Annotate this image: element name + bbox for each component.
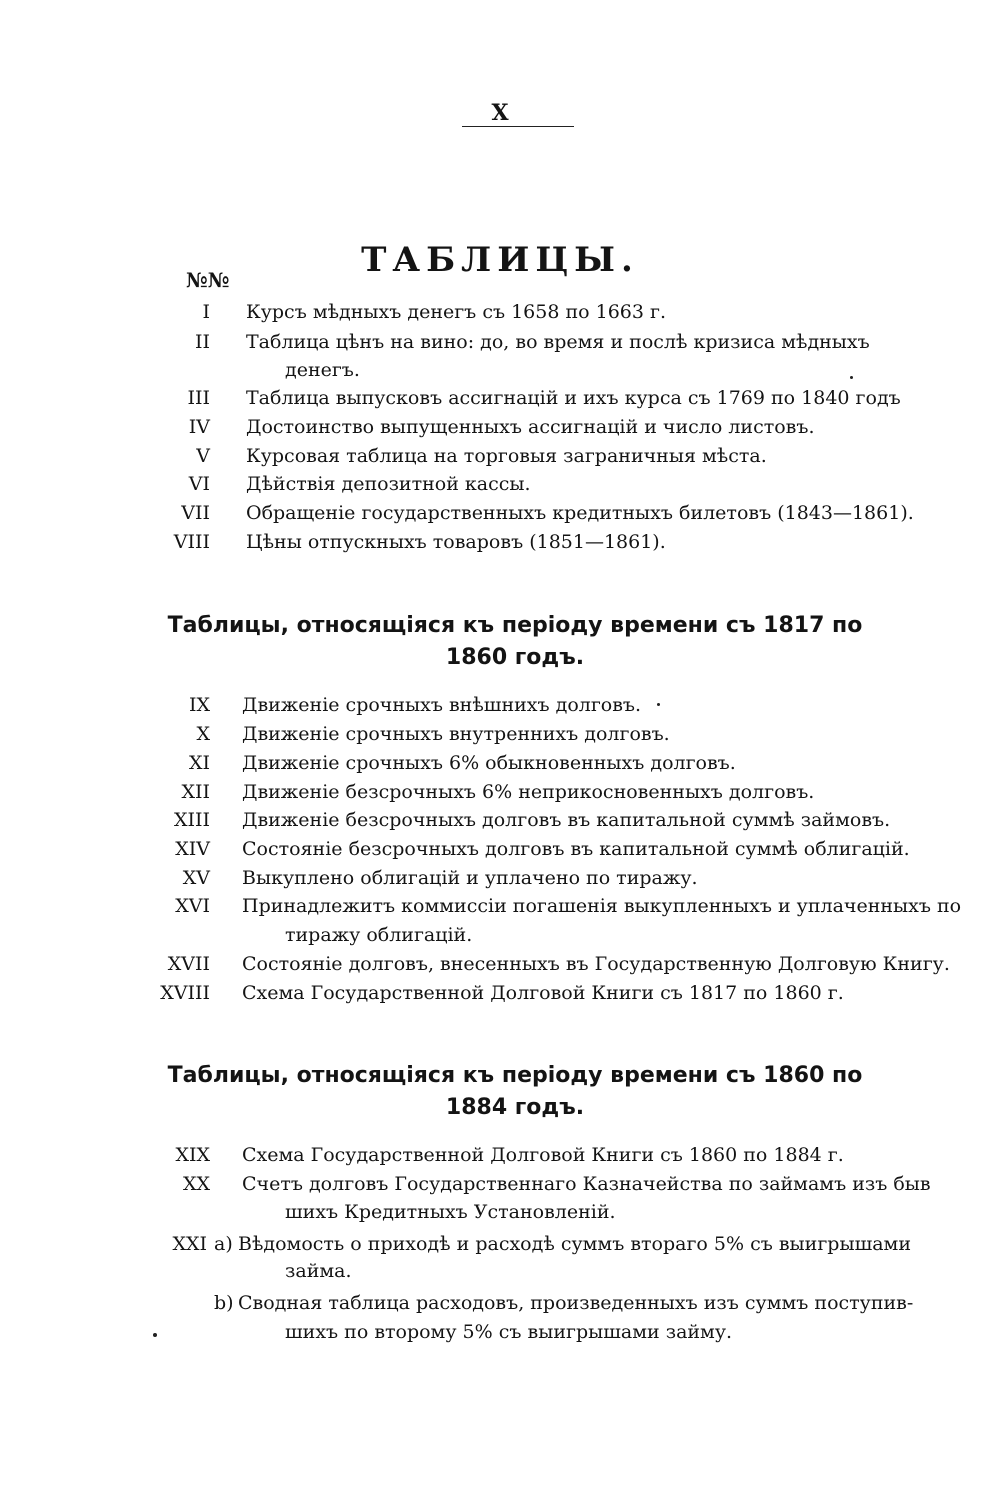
entry-title: Состояніе безсрочныхъ долговъ въ капитальной суммѣ облигацій.	[242, 838, 910, 860]
entry-number: XVIII	[160, 982, 210, 1004]
section-heading-line: Таблицы, относящіяся къ періоду времени съ 1860 по	[167, 1063, 863, 1088]
entry-number: XXI	[172, 1233, 207, 1255]
scan-speck	[850, 376, 853, 379]
entry-number: XI	[188, 752, 210, 774]
entry-number: XX	[182, 1173, 210, 1195]
entry-number: XV	[182, 867, 210, 889]
entry-number: III	[187, 387, 210, 409]
entry-title: Схема Государственной Долговой Книги съ 1817 по 1860 г.	[242, 982, 844, 1004]
section-heading-line: 1860 годъ.	[445, 645, 585, 670]
entry-title-continuation: займа.	[285, 1260, 352, 1282]
entry-title: Принадлежитъ коммиссіи погашенія выкупленныхъ и уплаченныхъ по	[242, 895, 962, 917]
entry-sub-label: a)	[214, 1233, 233, 1255]
entry-number: VIII	[173, 531, 210, 553]
entry-title: Движеніе безсрочныхъ долговъ въ капитальной суммѣ займовъ.	[242, 809, 891, 831]
entry-number: IV	[188, 416, 210, 438]
entry-title: Сводная таблица расходовъ, произведенныхъ изъ суммъ поступив-	[238, 1292, 914, 1314]
scan-speck	[657, 703, 660, 706]
entry-number: XIX	[175, 1144, 210, 1166]
main-title: ТАБЛИЦЫ.	[361, 240, 639, 280]
entry-number: XVI	[175, 895, 210, 917]
page-number: X	[491, 100, 509, 126]
entry-number: V	[196, 445, 210, 467]
number-column-label: №№	[186, 268, 230, 292]
entry-title: Вѣдомость о приходѣ и расходѣ суммъ втораго 5% съ выигрышами	[238, 1233, 911, 1255]
entry-number: VII	[181, 502, 210, 524]
section-heading-1860-1884	[150, 1060, 880, 1124]
entry-title: Курсъ мѣдныхъ денегъ съ 1658 по 1663 г.	[246, 301, 667, 323]
entry-number: XIII	[173, 809, 210, 831]
entry-title: Движеніе срочныхъ внутреннихъ долговъ.	[242, 723, 670, 745]
entry-title: Движеніе срочныхъ внѣшнихъ долговъ.	[242, 694, 642, 716]
entry-title: Таблица выпусковъ ассигнацій и ихъ курса съ 1769 по 1840 годъ	[246, 387, 901, 409]
entry-number: I	[202, 301, 210, 323]
entry-title: Цѣны отпускныхъ товаровъ (1851—1861).	[246, 531, 666, 553]
entry-title-continuation: шихъ по второму 5% съ выигрышами займу.	[285, 1321, 733, 1343]
section-heading-line: Таблицы, относящіяся къ періоду времени съ 1817 по	[167, 613, 863, 638]
entry-title: Выкуплено облигацій и уплачено по тиражу.	[242, 867, 698, 889]
entry-title-continuation: тиражу облигацій.	[285, 924, 473, 946]
section-heading-1817-1860	[150, 610, 880, 674]
entry-title: Достоинство выпущенныхъ ассигнацій и число листовъ.	[246, 416, 815, 438]
entry-number: XVII	[167, 953, 210, 975]
page-number-rule	[462, 126, 574, 127]
section-heading-line: 1884 годъ.	[445, 1095, 585, 1120]
entry-title-continuation: шихъ Кредитныхъ Установленій.	[285, 1201, 616, 1223]
entry-title: Движеніе безсрочныхъ 6% неприкосновенныхъ долговъ.	[242, 781, 815, 803]
entry-title: Счетъ долговъ Государственнаго Казначейства по займамъ изъ быв	[242, 1173, 931, 1195]
entry-number: XIV	[175, 838, 210, 860]
scan-speck	[153, 1333, 157, 1337]
entry-title-continuation: денегъ.	[285, 359, 360, 381]
entry-title: Обращеніе государственныхъ кредитныхъ билетовъ (1843—1861).	[246, 502, 914, 524]
entry-title: Таблица цѣнъ на вино: до, во время и послѣ кризиса мѣдныхъ	[246, 331, 870, 353]
entry-number: XII	[181, 781, 210, 803]
entry-number: X	[196, 723, 210, 745]
entry-number: II	[194, 331, 210, 353]
entry-sub-label: b)	[214, 1292, 234, 1314]
entry-title: Дѣйствія депозитной кассы.	[246, 473, 531, 495]
entry-number: VI	[188, 473, 210, 495]
entry-title: Движеніе срочныхъ 6% обыкновенныхъ долговъ.	[242, 752, 736, 774]
entry-title: Состояніе долговъ, внесенныхъ въ Государственную Долговую Книгу.	[242, 953, 950, 975]
entry-title: Схема Государственной Долговой Книги съ 1860 по 1884 г.	[242, 1144, 844, 1166]
entry-number: IX	[188, 694, 210, 716]
entry-title: Курсовая таблица на торговыя заграничныя мѣста.	[246, 445, 767, 467]
